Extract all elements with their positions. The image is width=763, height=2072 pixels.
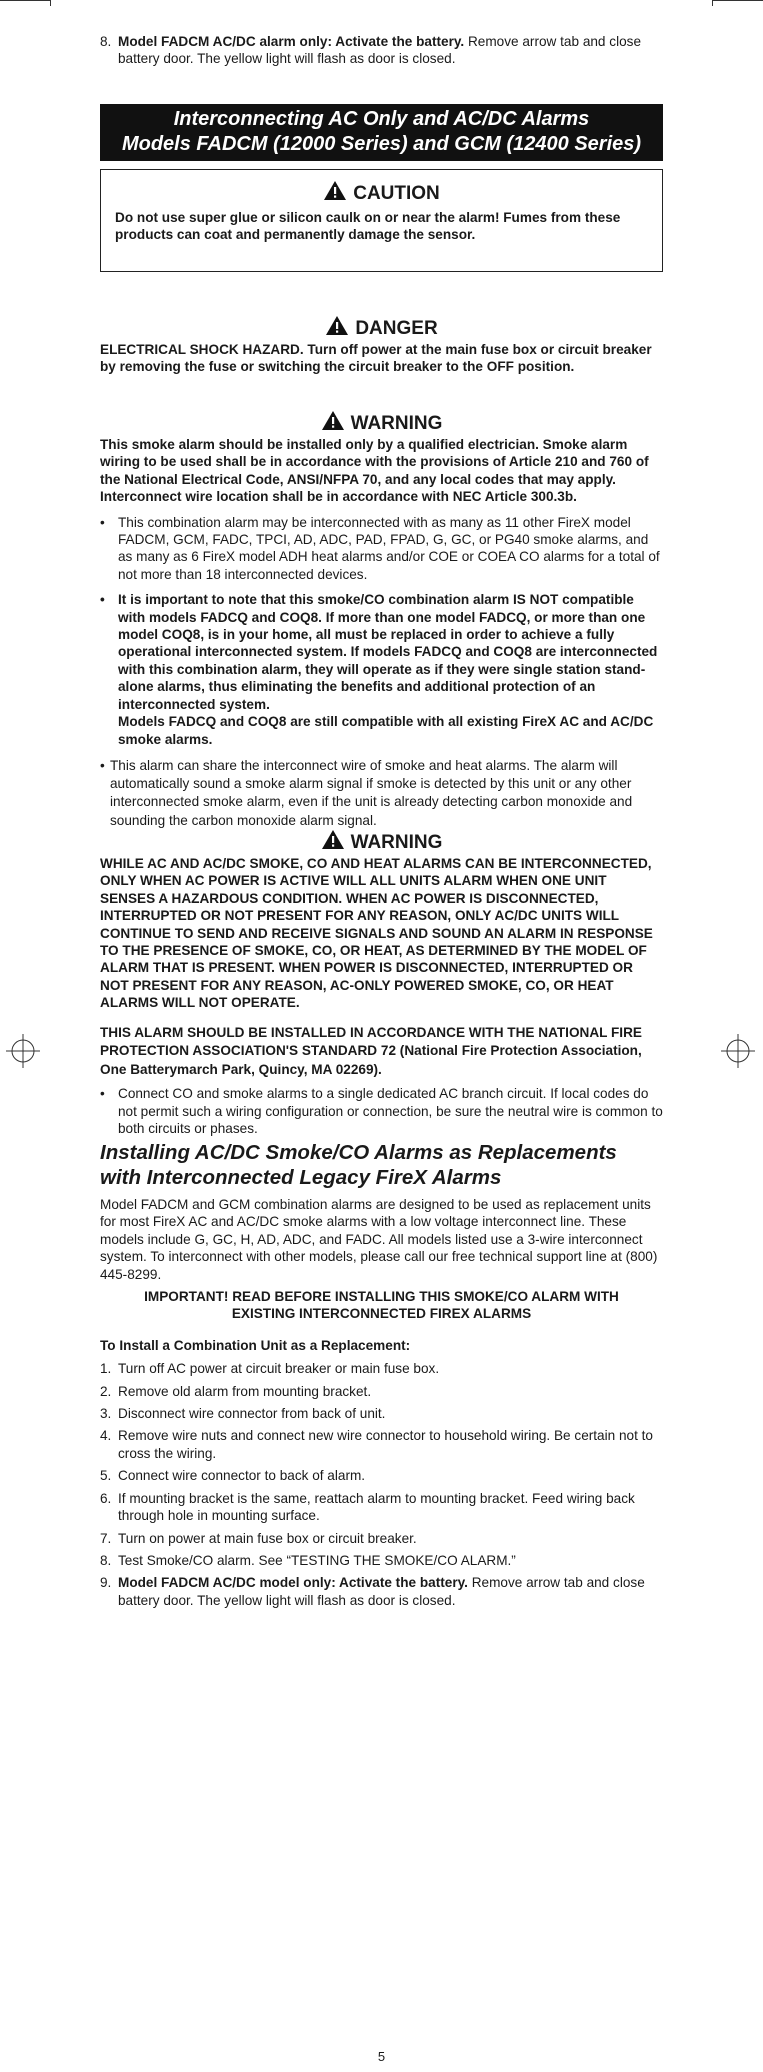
warning-section-2 [100, 829, 663, 1138]
step-number: 1. [100, 1361, 112, 1377]
crop-mark [713, 0, 763, 1]
step-8 [100, 33, 663, 68]
step-text: Remove arrow tab and close battery door. The yellow light will flash as door is closed. [118, 34, 642, 67]
step-number: 8. [100, 34, 112, 49]
page-number: 5 [377, 2049, 386, 2064]
warning-title: WARNING [350, 413, 443, 434]
crop-mark [50, 0, 51, 6]
replacement-section [100, 1140, 663, 1609]
step-number: 8. [100, 1552, 112, 1568]
bullet-mark: • [100, 1086, 105, 1102]
step-bold-text: Model FADCM AC/DC alarm only: Activate the battery. [118, 34, 465, 49]
step-text: Connect wire connector to back of alarm. [118, 1468, 366, 1484]
bullet-mark: • [100, 757, 105, 773]
bullet-item [100, 757, 663, 830]
install-step [100, 1467, 663, 1484]
install-steps-list [100, 1360, 663, 1569]
bullet-item [100, 514, 663, 584]
install-step [100, 1405, 663, 1422]
bullet-text: Connect CO and smoke alarms to a single dedicated AC branch circuit. If local codes do not permit such a wiring configuration or connection, be sure the neutral wire is common to both circuits or phases. [118, 1086, 663, 1137]
step-bold-text: Model FADCM AC/DC model only: Activate the battery. [118, 1575, 468, 1591]
section-banner [100, 104, 663, 161]
bullet-text: This combination alarm may be interconnected with as many as 11 other FireX model FADCM, GCM, FADC, TPCI, AD, ADC, PAD, FPAD, G, GC, or PG40 smoke alarms, and as many as 6 FireX model ADH heat alarms and/or COE or COEA CO alarms for a total of not more than 18 interconnected devices. [118, 514, 660, 582]
step-text: Remove old alarm from mounting bracket. [118, 1383, 372, 1399]
registration-mark-left [6, 1034, 40, 1068]
warning-caps-text: WHILE AC AND AC/DC SMOKE, CO AND HEAT ALARMS CAN BE INTERCONNECTED, ONLY WHEN AC POWER IS ACTIVE WILL ALL UNITS ALARM WHEN ONE UNIT SENSES A HAZARDOUS CONDITION. WHEN AC POWER IS DISCONNECTED, INTERRUPTED OR NOT PRESENT FOR ANY REASON, ONLY AC/DC UNITS WILL CONTINUE TO SEND AND RECEIVE SIGNALS AND SOUND AN ALARM IN RESPONSE TO THE PRESENCE OF SMOKE, CO, OR HEAT, AS DETERMINED BY THE MODEL OF ALARM THAT IS PRESENT. WHEN POWER IS DISCONNECTED, INTERRUPTED OR NOT PRESENT FOR ANY REASON, AC-ONLY POWERED SMOKE, CO, OR HEAT ALARMS WILL NOT OPERATE. [100, 856, 653, 1011]
step-text: If mounting bracket is the same, reattach alarm to mounting bracket. Feed wiring back through hole in mounting surface. [118, 1490, 635, 1524]
bullet-item [100, 1085, 663, 1137]
section-heading: Installing AC/DC Smoke/CO Alarms as Replacements with Interconnected Legacy FireX Alarms [100, 1141, 617, 1189]
warning-triangle-icon [321, 410, 345, 431]
warning-heading [100, 829, 663, 854]
step-text: Remove wire nuts and connect new wire connector to household wiring. Be certain not to cross the wiring. [118, 1428, 653, 1461]
intro-paragraph: Model FADCM and GCM combination alarms are designed to be used as replacement units for most FireX AC and AC/DC smoke alarms with a low voltage interconnect line. These models include G, GC, H, AD, ADC, and FADC. All models listed use a 3-wire interconnect system. To interconnect with other models, please call our free technical support line at (800) 445-8299. [100, 1197, 658, 1282]
install-step [100, 1427, 663, 1462]
install-step [100, 1360, 663, 1377]
step-number: 9. [100, 1575, 112, 1591]
step-text: Turn on power at main fuse box or circuit breaker. [118, 1530, 417, 1546]
warning-triangle-icon [323, 180, 347, 201]
bullet-mark: • [100, 592, 105, 608]
caution-text: Do not use super glue or silicon caulk on or near the alarm! Fumes from these products can coat and permanently damage the sensor. [115, 210, 621, 243]
important-note: IMPORTANT! READ BEFORE INSTALLING THIS SMOKE/CO ALARM WITH EXISTING INTERCONNECTED FIREX ALARMS [144, 1289, 619, 1322]
danger-title: DANGER [355, 318, 438, 339]
bullet-item [100, 591, 663, 748]
registration-mark-right [721, 1034, 755, 1068]
caution-heading [115, 180, 648, 205]
danger-heading [100, 315, 663, 340]
crop-mark [0, 0, 50, 1]
warning-text: This smoke alarm should be installed only by a qualified electrician. Smoke alarm wiring to be used shall be in accordance with the provisions of Article 210 and 760 of the National Electrical Code, ANSI/NFPA 70, and any local codes that may apply. Interconnect wire location shall be in accordance with NEC Article 300.3b. [100, 437, 649, 505]
banner-line-2: Models FADCM (12000 Series) and GCM (12400 Series) [121, 133, 642, 155]
step-text: Turn off AC power at circuit breaker or main fuse box. [118, 1361, 440, 1377]
warning-triangle-icon [321, 829, 345, 850]
warning-title: WARNING [350, 832, 443, 853]
bullet-mark: • [100, 514, 105, 530]
step-text: Remove arrow tab and close battery door. The yellow light will flash as door is closed. [118, 1575, 645, 1608]
step-number: 5. [100, 1468, 112, 1484]
bullet-text: Models FADCQ and COQ8 are still compatible with all existing FireX AC and AC/DC smoke alarms. [118, 714, 654, 747]
warning-section-1 [100, 410, 663, 830]
step-number: 6. [100, 1490, 112, 1506]
bullet-text: It is important to note that this smoke/CO combination alarm IS NOT compatible with models FADCQ and COQ8. If more than one model FADCQ, or more than one model COQ8, is in your home, all must be replaced in order to achieve a fully operational interconnected system. If models FADCQ and COQ8 are interconnected with this combination alarm, they will operate as if they were single station stand-alone alarms, thus eliminating the benefits and additional protection of an interconnected system. [118, 592, 658, 712]
install-subheading: To Install a Combination Unit as a Replacement: [100, 1337, 411, 1353]
step-number: 3. [100, 1406, 112, 1422]
install-step [100, 1530, 663, 1547]
install-step [100, 1490, 663, 1525]
install-step [100, 1552, 663, 1569]
step-text: Disconnect wire connector from back of unit. [118, 1406, 386, 1422]
caution-title: CAUTION [353, 183, 440, 204]
install-step [100, 1383, 663, 1400]
step-number: 4. [100, 1428, 112, 1444]
warning-triangle-icon [325, 315, 349, 336]
step-9 [100, 1574, 663, 1609]
bullet-text: This alarm can share the interconnect wire of smoke and heat alarms. The alarm will automatically sound a smoke alarm signal if smoke is detected by this unit or any other interconnected smoke alarm, even if the unit is already detecting carbon monoxide and sounding the carbon monoxide alarm signal. [110, 757, 633, 828]
step-text: Test Smoke/CO alarm. See “TESTING THE SMOKE/CO ALARM.” [118, 1552, 516, 1568]
step-number: 7. [100, 1530, 112, 1546]
danger-text: ELECTRICAL SHOCK HAZARD. Turn off power at the main fuse box or circuit breaker by removing the fuse or switching the circuit breaker to the OFF position. [100, 342, 652, 375]
banner-line-1: Interconnecting AC Only and AC/DC Alarms [173, 108, 590, 130]
step-number: 2. [100, 1383, 112, 1399]
caution-box [100, 169, 663, 272]
danger-section [100, 315, 663, 376]
crop-mark [712, 0, 713, 6]
warning-heading [100, 410, 663, 435]
nfpa-text: THIS ALARM SHOULD BE INSTALLED IN ACCORDANCE WITH THE NATIONAL FIRE PROTECTION ASSOCIATION'S STANDARD 72 (National Fire Protection Association, One Batterymarch Park, Quincy, MA 02269). [100, 1024, 642, 1077]
